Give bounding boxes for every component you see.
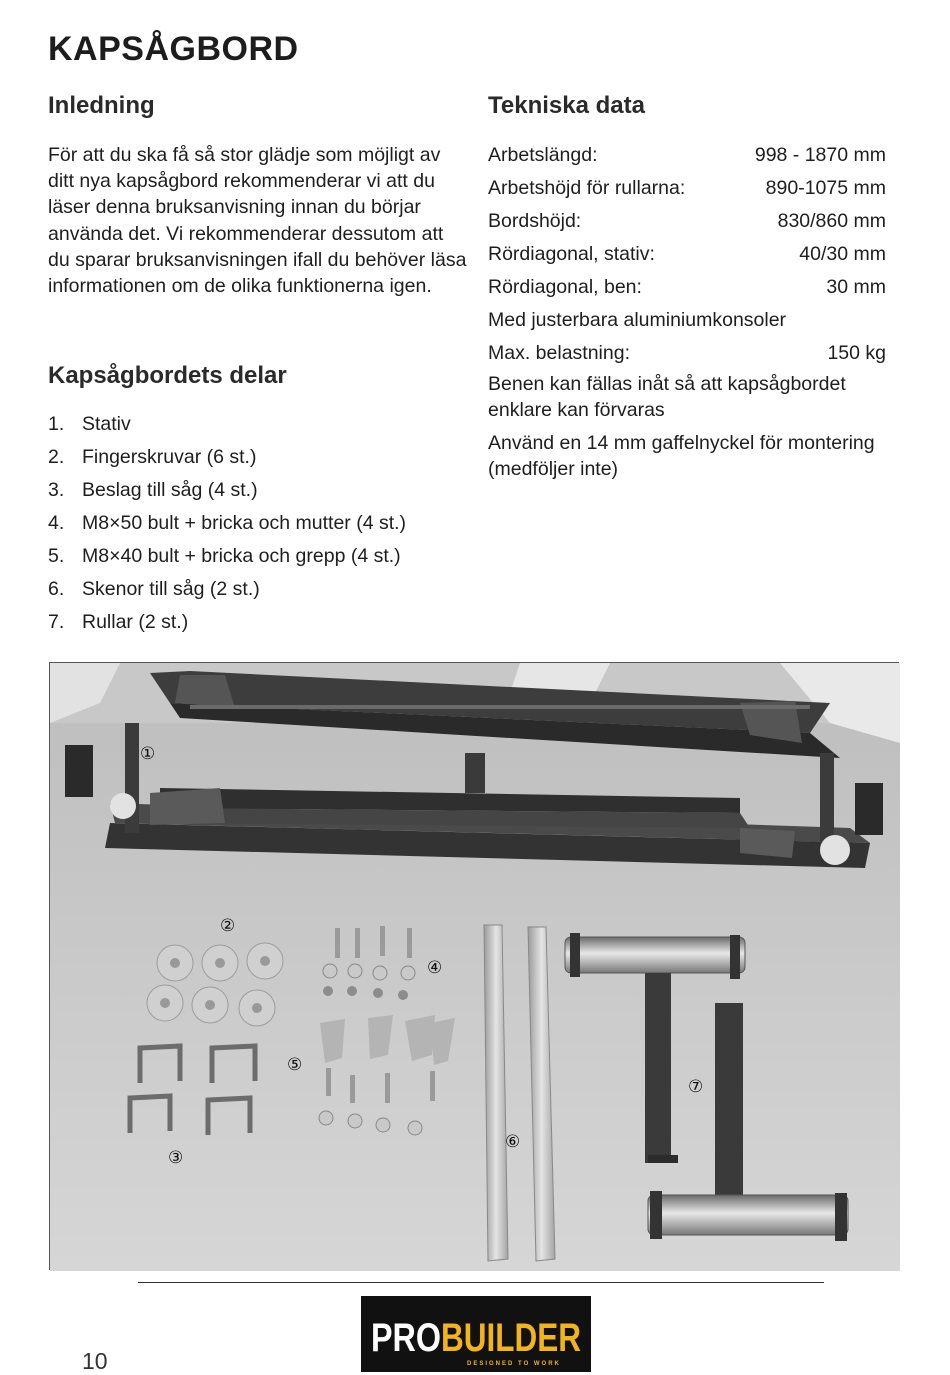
page-number: 10 [82, 1348, 108, 1374]
parts-photo [49, 662, 899, 1270]
callout-6: ⑥ [505, 1132, 521, 1152]
specs-heading: Tekniska data [488, 92, 645, 119]
spec-row: Rördiagonal, ben: 30 mm [488, 276, 886, 298]
list-item: 2. Fingerskruvar (6 st.) [48, 446, 257, 468]
probuilder-logo [361, 1296, 591, 1372]
callout-5: ⑤ [287, 1055, 303, 1075]
list-item: 1. Stativ [48, 413, 131, 435]
list-item: 3. Beslag till såg (4 st.) [48, 479, 258, 501]
list-item: 6. Skenor till såg (2 st.) [48, 578, 260, 600]
callout-4: ④ [427, 958, 443, 978]
intro-heading: Inledning [48, 92, 155, 119]
list-item: 5. M8×40 bult + bricka och grepp (4 st.) [48, 545, 401, 567]
spec-note-folding: Benen kan fällas inåt så att kapsågbordet enklare kan förvaras [488, 373, 846, 421]
spec-row: Arbetshöjd för rullarna: 890-1075 mm [488, 177, 886, 199]
parts-list [48, 408, 406, 639]
callout-7: ⑦ [688, 1077, 704, 1097]
specs-table [488, 140, 886, 489]
spec-row-load: Max. belastning: 150 kg [488, 342, 886, 364]
footer-divider [138, 1282, 824, 1283]
spec-note-aluminium: Med justerbara aluminiumkonsoler [488, 309, 787, 331]
intro-paragraph: För att du ska få så stor glädje som möjligt av ditt nya kapsågbord rekommenderar vi att du läser denna bruksanvisning innan du börjar använda det. Vi rekommenderar dessutom att du sparar bruksanvisningen ifall du behöver läsa informationen om de olika funktionerna igen. [48, 144, 467, 298]
spec-row: Bordshöjd: 830/860 mm [488, 210, 886, 232]
spec-note-wrench: Använd en 14 mm gaffelnyckel för montering (medföljer inte) [488, 432, 875, 480]
logo-tagline: DESIGNED TO WORK [467, 1361, 561, 1367]
list-item: 7. Rullar (2 st.) [48, 611, 189, 633]
parts-heading: Kapsågbordets delar [48, 362, 287, 389]
list-item: 4. M8×50 bult + bricka och mutter (4 st.) [48, 512, 407, 534]
callout-2: ② [220, 916, 236, 936]
logo-builder: BUILDER [441, 1316, 582, 1360]
logo-pro: PRO [371, 1316, 441, 1360]
page-title: KAPSÅGBORD [48, 30, 299, 68]
spec-row: Rördiagonal, stativ: 40/30 mm [488, 243, 886, 265]
callout-1: ① [140, 744, 156, 764]
spec-row: Arbetslängd: 998 - 1870 mm [488, 144, 886, 166]
callout-3: ③ [168, 1148, 184, 1168]
